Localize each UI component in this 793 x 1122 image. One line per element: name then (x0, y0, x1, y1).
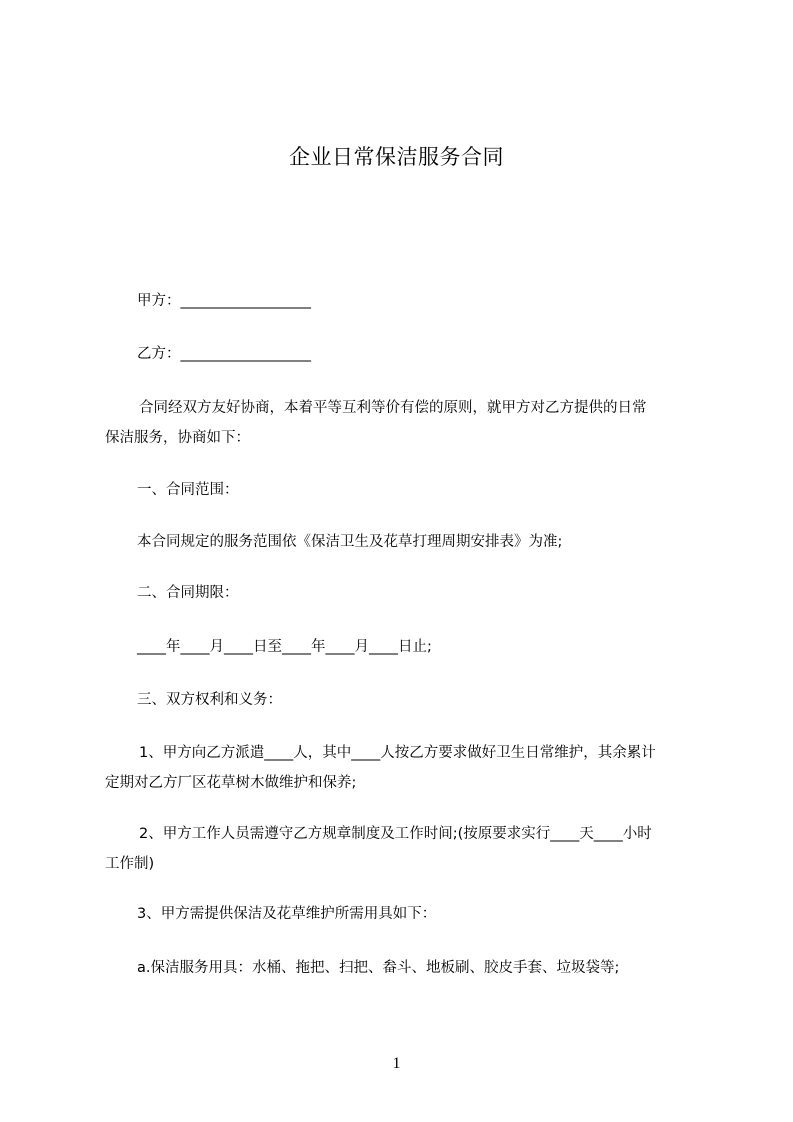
item-1-line-2: 定期对乙方厂区花草树木做维护和保养; (105, 775, 357, 791)
item-1-paragraph (105, 738, 715, 798)
item-2-line-2: 工作制) (105, 856, 155, 872)
item-3a-text: a.保洁服务用具：水桶、拖把、扫把、畚斗、地板刷、胶皮手套、垃圾袋等; (137, 960, 620, 976)
intro-line-1: 合同经双方友好协商，本着平等互利等价有偿的原则，就甲方对乙方提供的日常 (139, 400, 647, 416)
section-1-heading: 一、合同范围： (137, 482, 239, 498)
section-3-heading: 三、双方权利和义务： (137, 692, 282, 708)
item-2-line-1: 2、甲方工作人员需遵守乙方规章制度及工作时间;(按原要求实行____天____小时 (139, 826, 652, 842)
party-b-line: 乙方：__________________ (137, 346, 311, 362)
page-number: 1 (392, 1055, 401, 1072)
page-title: 企业日常保洁服务合同 (289, 145, 504, 169)
item-3-text: 3、甲方需提供保洁及花草维护所需用具如下： (137, 906, 437, 922)
intro-line-2: 保洁服务，协商如下： (105, 430, 250, 446)
section-2-text: ____年____月____日至____年____月____日止; (137, 639, 432, 655)
party-a-line: 甲方：__________________ (137, 293, 311, 309)
section-1-text: 本合同规定的服务范围依《保洁卫生及花草打理周期安排表》为准; (137, 534, 563, 550)
item-2-paragraph (105, 819, 715, 879)
item-1-line-1: 1、甲方向乙方派遣____人，其中____人按乙方要求做好卫生日常维护，其余累计 (139, 745, 656, 761)
section-2-heading: 二、合同期限： (137, 585, 239, 601)
intro-paragraph (105, 393, 715, 453)
